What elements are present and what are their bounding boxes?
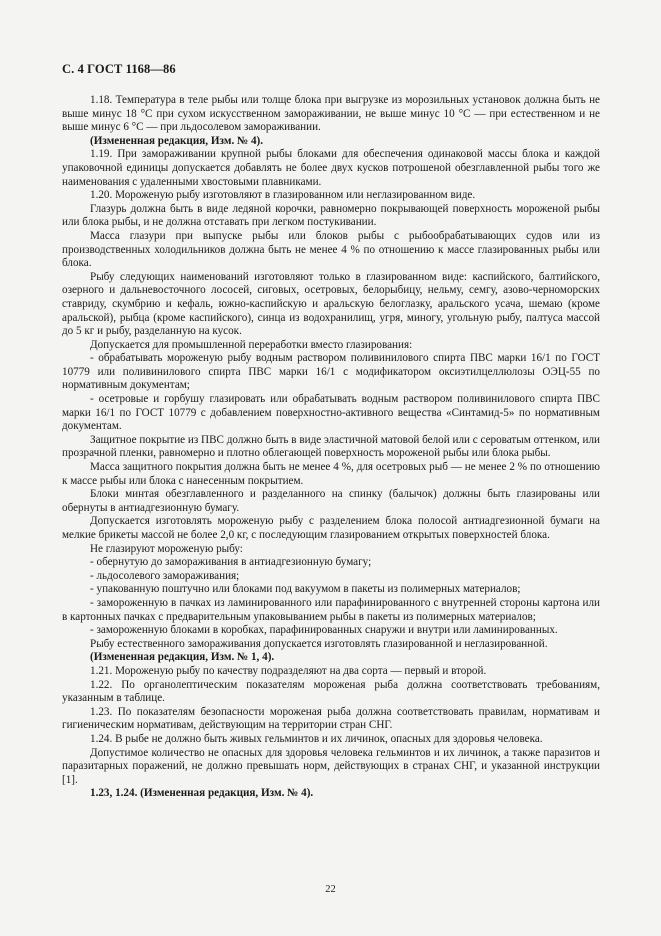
list-item: - обернутую до замораживания в антиадгезионную бумагу; <box>90 556 372 569</box>
paragraph-pvs-coating: Защитное покрытие из ПВС должно быть в виде эластичной матовой белой или с сероватым оттенком, или прозрачной пленки, равномерно и плотно облегающей поверхность мороженой рыбы или блока рыбы. <box>62 433 600 460</box>
paragraph-glaze-mass: Масса глазури при выпуске рыбы или блоков рыбы с рыбообрабатывающих судов или из производственных холодильников должна быть не менее 4 % по отношению к массе глазированных рыбы или блока. <box>62 229 600 270</box>
paragraph-not-glazed: Не глазируют мороженую рыбу: <box>90 542 243 555</box>
paragraph-briquettes: Допускается изготовлять мороженую рыбу с разделением блока полосой антиадгезионной бумаги на мелкие брикеты массой не более 2,0 кг, с последующим глазированием открытых поверхностей блока. <box>62 515 600 541</box>
document-body <box>62 94 600 801</box>
paragraph-glaze: Глазурь должна быть в виде ледяной корочки, равномерно покрывающей поверхность мороженой рыбы или блока рыбы, и не должна отставать при легком постукивании. <box>62 202 600 229</box>
paragraph-parasites: Допустимое количество не опасных для здоровья человека гельминтов и их личинок, а также паразитов и паразитарных поражений, не должно превышать норм, действующих в странах СНГ, и указанной инструкции [1]. <box>62 746 600 786</box>
paragraph-1-24: 1.24. В рыбе не должно быть живых гельминтов и их личинок, опасных для здоровья человека. <box>90 732 543 745</box>
amendment-note: (Измененная редакция, Изм. № 4). <box>90 134 264 147</box>
page-number: 22 <box>325 884 336 895</box>
list-item: - упакованную поштучно или блоками под вакуумом в пакеты из полимерных материалов; <box>90 583 521 596</box>
list-item: - осетровые и горбушу глазировать или обрабатывать водным раствором поливинилового спирта ПВС марки 16/1 по ГОСТ 10779 с добавлением поверхностно-активного вещества «Синтамид-5» по нормативным документам. <box>62 393 600 433</box>
paragraph-glazed-species: Рыбу следующих наименований изготовляют только в глазированном виде: каспийского, балтийского, озерного и дальневосточного лососей, сиговых, осетровых, белорыбицу, нельму, семгу, азово-черноморских ставриду, скумбрию и кефаль, южно-каспийскую и аральскую белоглазку, аральского усача, шемаю (кроме аральской), рыбца (кроме каспийского), синца из водохранилищ, угря, миногу, угольную рыбу, палтуса массой до 5 кг и рыбу, разделанную на кусок. <box>62 270 600 338</box>
paragraph-1-20: 1.20. Мороженую рыбу изготовляют в глазированном или неглазированном виде. <box>90 189 476 202</box>
paragraph-1-23: 1.23. По показателям безопасности мороженая рыба должна соответствовать правилам, нормативам и гигиеническим нормативам, действующим на территории стран СНГ. <box>62 705 600 732</box>
amendment-note: 1.23, 1.24. (Измененная редакция, Изм. № 4). <box>90 787 314 800</box>
paragraph-coating-mass: Масса защитного покрытия должна быть не менее 4 %, для осетровых рыб — не менее 2 % по отношению к массе рыбы или блока с нанесенным покрытием. <box>62 461 600 487</box>
paragraph-pollock: Блоки минтая обезглавленного и разделанного на спинку (балычок) должны быть глазированы или обернуты в антиадгезионную бумагу. <box>62 488 600 514</box>
list-item: - замороженную в пачках из ламинированного или парафинированного с внутренней стороны картона или в картонных пачках с предварительным упаковыванием рыбы в пакеты из полимерных материалов; <box>62 596 600 623</box>
page-header: С. 4 ГОСТ 1168—86 <box>62 62 176 76</box>
paragraph-natural-freezing: Рыбу естественного замораживания допускается изготовлять глазированной и неглазированной. <box>90 637 548 650</box>
paragraph-allowed: Допускается для промышленной переработки вместо глазирования: <box>90 338 413 351</box>
list-item: - обрабатывать мороженую рыбу водным раствором поливинилового спирта ПВС марки 16/1 по ГОСТ 10779 или поливинилового спирта ПВС марки 16/1 с модификатором оксиэтилцеллюлозы ОЭЦ-55 по нормативным документам; <box>62 352 600 392</box>
amendment-note: (Измененная редакция, Изм. № 1, 4). <box>90 651 275 664</box>
paragraph-1-22: 1.22. По органолептическим показателям мороженая рыба должна соответствовать требованиям, указанным в таблице. <box>62 678 600 705</box>
list-item: - льдосолевого замораживания; <box>90 569 240 582</box>
paragraph-1-21: 1.21. Мороженую рыбу по качеству подразделяют на два сорта — первый и второй. <box>90 664 487 677</box>
list-item: - замороженную блоками в коробках, парафинированных снаружи и внутри или ламинированных. <box>90 624 558 637</box>
paragraph-1-18: 1.18. Температура в теле рыбы или толще блока при выгрузке из морозильных установок должна быть не выше минус 18 °С при сухом искусственном замораживании, не выше минус 10 °С — при естественном и не выше минус 6 °С — при льдосолевом замораживании. <box>62 94 600 134</box>
paragraph-1-19: 1.19. При замораживании крупной рыбы блоками для обеспечения одинаковой массы блока и каждой упаковочной единицы допускается добавлять не более двух кусков потрошеной обезглавленной рыбы того же наименования с удаленными хвостовыми плавниками. <box>62 148 600 188</box>
